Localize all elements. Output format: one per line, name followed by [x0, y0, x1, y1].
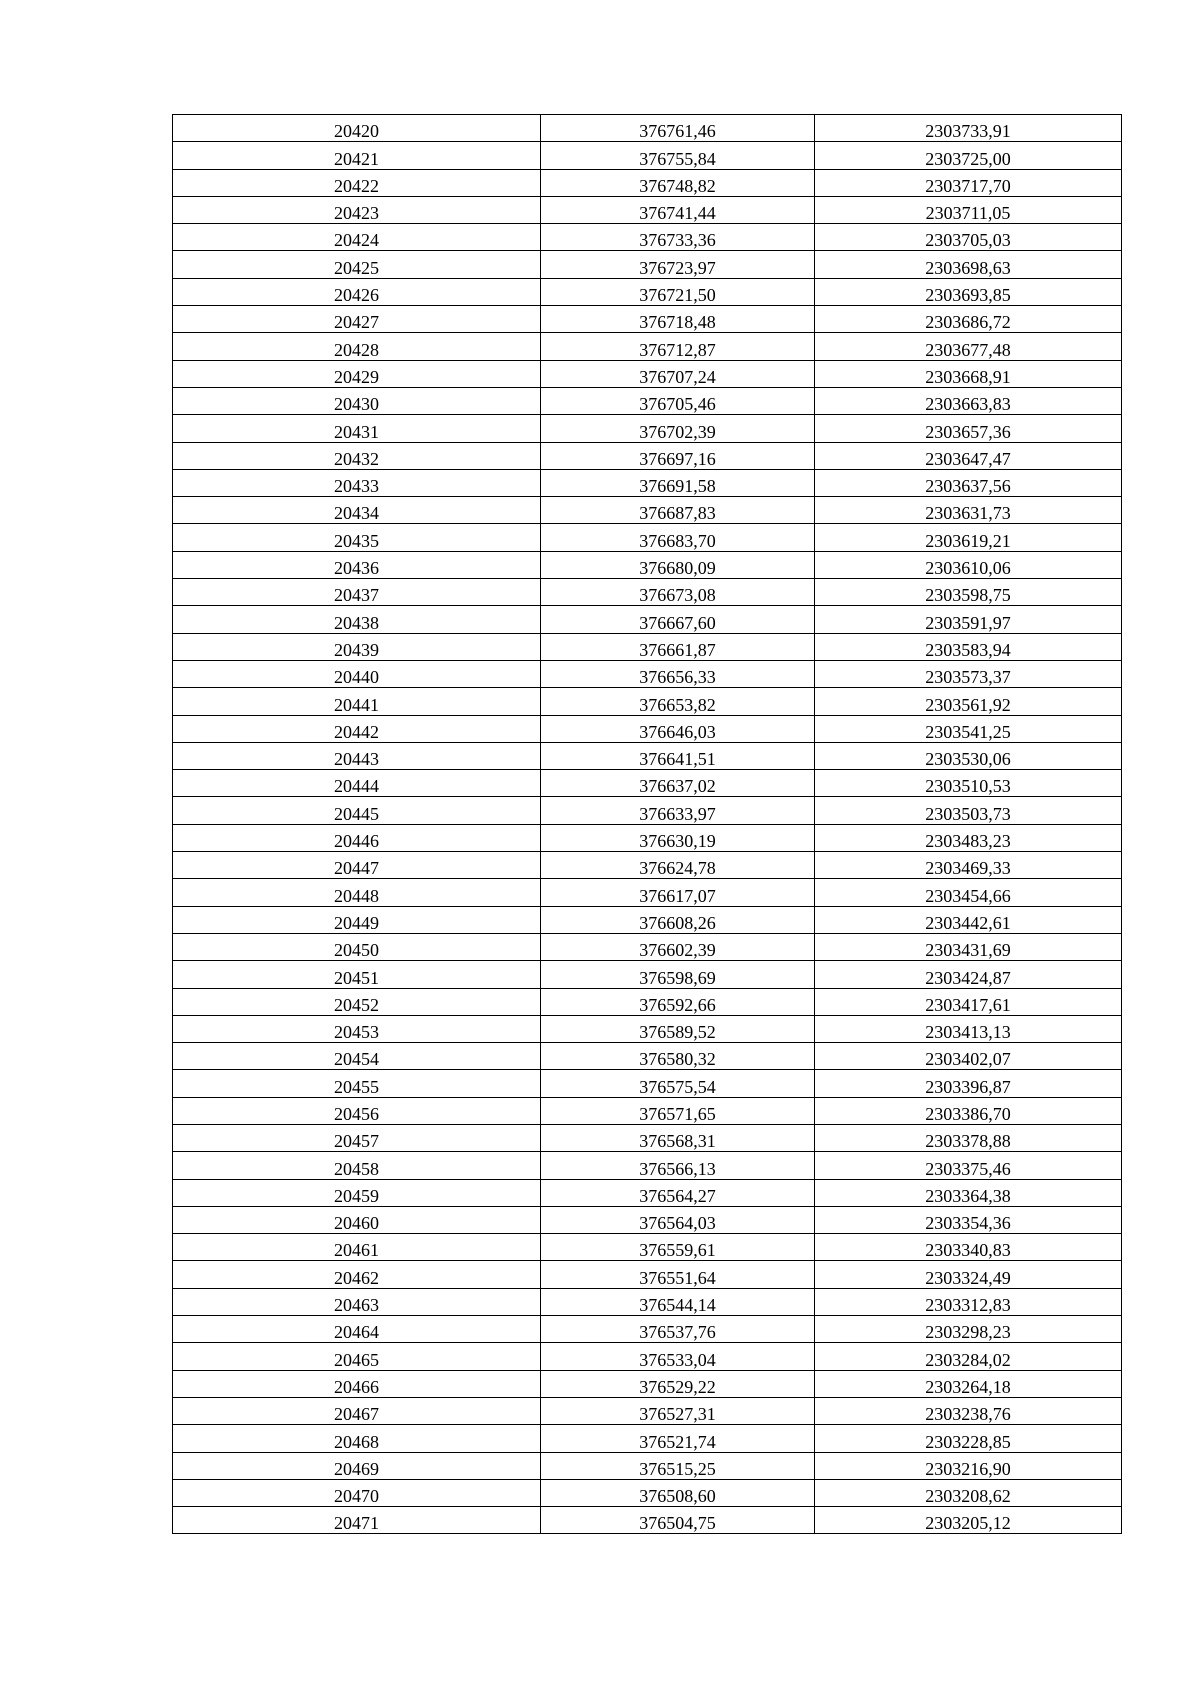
- table-row: [173, 142, 1122, 169]
- x-coordinate-cell: 376504,75: [541, 1507, 815, 1534]
- point-number-cell: 20420: [173, 115, 541, 142]
- y-coordinate-cell: 2303284,02: [815, 1343, 1122, 1370]
- y-coordinate-cell: 2303530,06: [815, 742, 1122, 769]
- y-coordinate-cell: 2303431,69: [815, 933, 1122, 960]
- table-row: [173, 469, 1122, 496]
- x-coordinate-cell: 376637,02: [541, 770, 815, 797]
- x-coordinate-cell: 376691,58: [541, 469, 815, 496]
- x-coordinate-cell: 376589,52: [541, 1015, 815, 1042]
- point-number-cell: 20425: [173, 251, 541, 278]
- table-row: [173, 715, 1122, 742]
- x-coordinate-cell: 376680,09: [541, 551, 815, 578]
- table-row: [173, 333, 1122, 360]
- x-coordinate-cell: 376508,60: [541, 1479, 815, 1506]
- x-coordinate-cell: 376667,60: [541, 606, 815, 633]
- x-coordinate-cell: 376575,54: [541, 1070, 815, 1097]
- point-number-cell: 20471: [173, 1507, 541, 1534]
- point-number-cell: 20464: [173, 1316, 541, 1343]
- point-number-cell: 20430: [173, 387, 541, 414]
- table-row: [173, 1043, 1122, 1070]
- x-coordinate-cell: 376641,51: [541, 742, 815, 769]
- y-coordinate-cell: 2303402,07: [815, 1043, 1122, 1070]
- y-coordinate-cell: 2303228,85: [815, 1425, 1122, 1452]
- y-coordinate-cell: 2303705,03: [815, 224, 1122, 251]
- x-coordinate-cell: 376733,36: [541, 224, 815, 251]
- y-coordinate-cell: 2303698,63: [815, 251, 1122, 278]
- x-coordinate-cell: 376653,82: [541, 688, 815, 715]
- point-number-cell: 20462: [173, 1261, 541, 1288]
- x-coordinate-cell: 376580,32: [541, 1043, 815, 1070]
- y-coordinate-cell: 2303693,85: [815, 278, 1122, 305]
- y-coordinate-cell: 2303668,91: [815, 360, 1122, 387]
- y-coordinate-cell: 2303424,87: [815, 961, 1122, 988]
- y-coordinate-cell: 2303686,72: [815, 306, 1122, 333]
- point-number-cell: 20459: [173, 1179, 541, 1206]
- y-coordinate-cell: 2303354,36: [815, 1206, 1122, 1233]
- x-coordinate-cell: 376521,74: [541, 1425, 815, 1452]
- table-row: [173, 1316, 1122, 1343]
- table-row: [173, 1507, 1122, 1534]
- y-coordinate-cell: 2303208,62: [815, 1479, 1122, 1506]
- x-coordinate-cell: 376537,76: [541, 1316, 815, 1343]
- y-coordinate-cell: 2303733,91: [815, 115, 1122, 142]
- y-coordinate-cell: 2303312,83: [815, 1288, 1122, 1315]
- table-row: [173, 524, 1122, 551]
- table-row: [173, 1397, 1122, 1424]
- point-number-cell: 20463: [173, 1288, 541, 1315]
- y-coordinate-cell: 2303469,33: [815, 852, 1122, 879]
- y-coordinate-cell: 2303413,13: [815, 1015, 1122, 1042]
- y-coordinate-cell: 2303454,66: [815, 879, 1122, 906]
- point-number-cell: 20439: [173, 633, 541, 660]
- y-coordinate-cell: 2303631,73: [815, 497, 1122, 524]
- x-coordinate-cell: 376705,46: [541, 387, 815, 414]
- y-coordinate-cell: 2303324,49: [815, 1261, 1122, 1288]
- table-row: [173, 1179, 1122, 1206]
- table-row: [173, 852, 1122, 879]
- point-number-cell: 20447: [173, 852, 541, 879]
- x-coordinate-cell: 376741,44: [541, 196, 815, 223]
- y-coordinate-cell: 2303591,97: [815, 606, 1122, 633]
- y-coordinate-cell: 2303298,23: [815, 1316, 1122, 1343]
- table-row: [173, 1261, 1122, 1288]
- y-coordinate-cell: 2303657,36: [815, 415, 1122, 442]
- x-coordinate-cell: 376761,46: [541, 115, 815, 142]
- x-coordinate-cell: 376697,16: [541, 442, 815, 469]
- x-coordinate-cell: 376748,82: [541, 169, 815, 196]
- y-coordinate-cell: 2303725,00: [815, 142, 1122, 169]
- y-coordinate-cell: 2303378,88: [815, 1124, 1122, 1151]
- point-number-cell: 20426: [173, 278, 541, 305]
- table-row: [173, 606, 1122, 633]
- y-coordinate-cell: 2303573,37: [815, 660, 1122, 687]
- x-coordinate-cell: 376602,39: [541, 933, 815, 960]
- point-number-cell: 20428: [173, 333, 541, 360]
- point-number-cell: 20442: [173, 715, 541, 742]
- point-number-cell: 20469: [173, 1452, 541, 1479]
- y-coordinate-cell: 2303205,12: [815, 1507, 1122, 1534]
- table-row: [173, 579, 1122, 606]
- table-row: [173, 1343, 1122, 1370]
- table-row: [173, 1097, 1122, 1124]
- point-number-cell: 20422: [173, 169, 541, 196]
- point-number-cell: 20433: [173, 469, 541, 496]
- table-row: [173, 306, 1122, 333]
- table-row: [173, 251, 1122, 278]
- point-number-cell: 20450: [173, 933, 541, 960]
- table-row: [173, 360, 1122, 387]
- table-row: [173, 1070, 1122, 1097]
- table-row: [173, 1479, 1122, 1506]
- table-row: [173, 824, 1122, 851]
- point-number-cell: 20423: [173, 196, 541, 223]
- point-number-cell: 20451: [173, 961, 541, 988]
- x-coordinate-cell: 376564,27: [541, 1179, 815, 1206]
- x-coordinate-cell: 376571,65: [541, 1097, 815, 1124]
- table-row: [173, 797, 1122, 824]
- table-row: [173, 1452, 1122, 1479]
- x-coordinate-cell: 376533,04: [541, 1343, 815, 1370]
- table-row: [173, 879, 1122, 906]
- point-number-cell: 20445: [173, 797, 541, 824]
- point-number-cell: 20455: [173, 1070, 541, 1097]
- y-coordinate-cell: 2303541,25: [815, 715, 1122, 742]
- point-number-cell: 20429: [173, 360, 541, 387]
- table-row: [173, 933, 1122, 960]
- point-number-cell: 20449: [173, 906, 541, 933]
- table-row: [173, 442, 1122, 469]
- y-coordinate-cell: 2303264,18: [815, 1370, 1122, 1397]
- point-number-cell: 20460: [173, 1206, 541, 1233]
- point-number-cell: 20434: [173, 497, 541, 524]
- y-coordinate-cell: 2303396,87: [815, 1070, 1122, 1097]
- x-coordinate-cell: 376702,39: [541, 415, 815, 442]
- x-coordinate-cell: 376544,14: [541, 1288, 815, 1315]
- table-row: [173, 224, 1122, 251]
- table-row: [173, 1425, 1122, 1452]
- x-coordinate-cell: 376617,07: [541, 879, 815, 906]
- table-row: [173, 961, 1122, 988]
- point-number-cell: 20443: [173, 742, 541, 769]
- coordinates-table: [172, 114, 1122, 1534]
- x-coordinate-cell: 376721,50: [541, 278, 815, 305]
- y-coordinate-cell: 2303610,06: [815, 551, 1122, 578]
- x-coordinate-cell: 376633,97: [541, 797, 815, 824]
- point-number-cell: 20454: [173, 1043, 541, 1070]
- table-row: [173, 988, 1122, 1015]
- x-coordinate-cell: 376564,03: [541, 1206, 815, 1233]
- point-number-cell: 20448: [173, 879, 541, 906]
- table-row: [173, 1370, 1122, 1397]
- table-row: [173, 770, 1122, 797]
- y-coordinate-cell: 2303677,48: [815, 333, 1122, 360]
- table-row: [173, 1206, 1122, 1233]
- point-number-cell: 20437: [173, 579, 541, 606]
- table-row: [173, 415, 1122, 442]
- x-coordinate-cell: 376755,84: [541, 142, 815, 169]
- x-coordinate-cell: 376646,03: [541, 715, 815, 742]
- y-coordinate-cell: 2303583,94: [815, 633, 1122, 660]
- point-number-cell: 20436: [173, 551, 541, 578]
- table-row: [173, 906, 1122, 933]
- x-coordinate-cell: 376559,61: [541, 1234, 815, 1261]
- table-row: [173, 1234, 1122, 1261]
- x-coordinate-cell: 376592,66: [541, 988, 815, 1015]
- point-number-cell: 20467: [173, 1397, 541, 1424]
- y-coordinate-cell: 2303216,90: [815, 1452, 1122, 1479]
- y-coordinate-cell: 2303717,70: [815, 169, 1122, 196]
- point-number-cell: 20446: [173, 824, 541, 851]
- y-coordinate-cell: 2303637,56: [815, 469, 1122, 496]
- x-coordinate-cell: 376656,33: [541, 660, 815, 687]
- point-number-cell: 20468: [173, 1425, 541, 1452]
- y-coordinate-cell: 2303375,46: [815, 1152, 1122, 1179]
- y-coordinate-cell: 2303340,83: [815, 1234, 1122, 1261]
- y-coordinate-cell: 2303647,47: [815, 442, 1122, 469]
- y-coordinate-cell: 2303510,53: [815, 770, 1122, 797]
- point-number-cell: 20452: [173, 988, 541, 1015]
- x-coordinate-cell: 376598,69: [541, 961, 815, 988]
- x-coordinate-cell: 376527,31: [541, 1397, 815, 1424]
- point-number-cell: 20461: [173, 1234, 541, 1261]
- y-coordinate-cell: 2303598,75: [815, 579, 1122, 606]
- x-coordinate-cell: 376515,25: [541, 1452, 815, 1479]
- table-row: [173, 115, 1122, 142]
- x-coordinate-cell: 376608,26: [541, 906, 815, 933]
- table-row: [173, 742, 1122, 769]
- x-coordinate-cell: 376687,83: [541, 497, 815, 524]
- x-coordinate-cell: 376707,24: [541, 360, 815, 387]
- point-number-cell: 20456: [173, 1097, 541, 1124]
- y-coordinate-cell: 2303442,61: [815, 906, 1122, 933]
- x-coordinate-cell: 376673,08: [541, 579, 815, 606]
- point-number-cell: 20427: [173, 306, 541, 333]
- y-coordinate-cell: 2303663,83: [815, 387, 1122, 414]
- point-number-cell: 20424: [173, 224, 541, 251]
- x-coordinate-cell: 376683,70: [541, 524, 815, 551]
- x-coordinate-cell: 376551,64: [541, 1261, 815, 1288]
- table-row: [173, 169, 1122, 196]
- table-row: [173, 278, 1122, 305]
- x-coordinate-cell: 376723,97: [541, 251, 815, 278]
- table-row: [173, 660, 1122, 687]
- point-number-cell: 20440: [173, 660, 541, 687]
- y-coordinate-cell: 2303483,23: [815, 824, 1122, 851]
- y-coordinate-cell: 2303711,05: [815, 196, 1122, 223]
- table-row: [173, 196, 1122, 223]
- point-number-cell: 20470: [173, 1479, 541, 1506]
- x-coordinate-cell: 376624,78: [541, 852, 815, 879]
- y-coordinate-cell: 2303619,21: [815, 524, 1122, 551]
- y-coordinate-cell: 2303503,73: [815, 797, 1122, 824]
- point-number-cell: 20453: [173, 1015, 541, 1042]
- table-row: [173, 387, 1122, 414]
- x-coordinate-cell: 376529,22: [541, 1370, 815, 1397]
- table-row: [173, 1015, 1122, 1042]
- table-row: [173, 1288, 1122, 1315]
- point-number-cell: 20444: [173, 770, 541, 797]
- point-number-cell: 20432: [173, 442, 541, 469]
- table-row: [173, 1124, 1122, 1151]
- y-coordinate-cell: 2303238,76: [815, 1397, 1122, 1424]
- point-number-cell: 20435: [173, 524, 541, 551]
- x-coordinate-cell: 376568,31: [541, 1124, 815, 1151]
- point-number-cell: 20441: [173, 688, 541, 715]
- point-number-cell: 20438: [173, 606, 541, 633]
- point-number-cell: 20458: [173, 1152, 541, 1179]
- y-coordinate-cell: 2303561,92: [815, 688, 1122, 715]
- x-coordinate-cell: 376566,13: [541, 1152, 815, 1179]
- x-coordinate-cell: 376712,87: [541, 333, 815, 360]
- point-number-cell: 20465: [173, 1343, 541, 1370]
- x-coordinate-cell: 376630,19: [541, 824, 815, 851]
- table-row: [173, 551, 1122, 578]
- x-coordinate-cell: 376661,87: [541, 633, 815, 660]
- point-number-cell: 20431: [173, 415, 541, 442]
- table-row: [173, 633, 1122, 660]
- x-coordinate-cell: 376718,48: [541, 306, 815, 333]
- table-row: [173, 1152, 1122, 1179]
- point-number-cell: 20466: [173, 1370, 541, 1397]
- point-number-cell: 20421: [173, 142, 541, 169]
- y-coordinate-cell: 2303386,70: [815, 1097, 1122, 1124]
- y-coordinate-cell: 2303364,38: [815, 1179, 1122, 1206]
- coordinates-table-body: [173, 115, 1122, 1534]
- table-row: [173, 688, 1122, 715]
- y-coordinate-cell: 2303417,61: [815, 988, 1122, 1015]
- table-row: [173, 497, 1122, 524]
- point-number-cell: 20457: [173, 1124, 541, 1151]
